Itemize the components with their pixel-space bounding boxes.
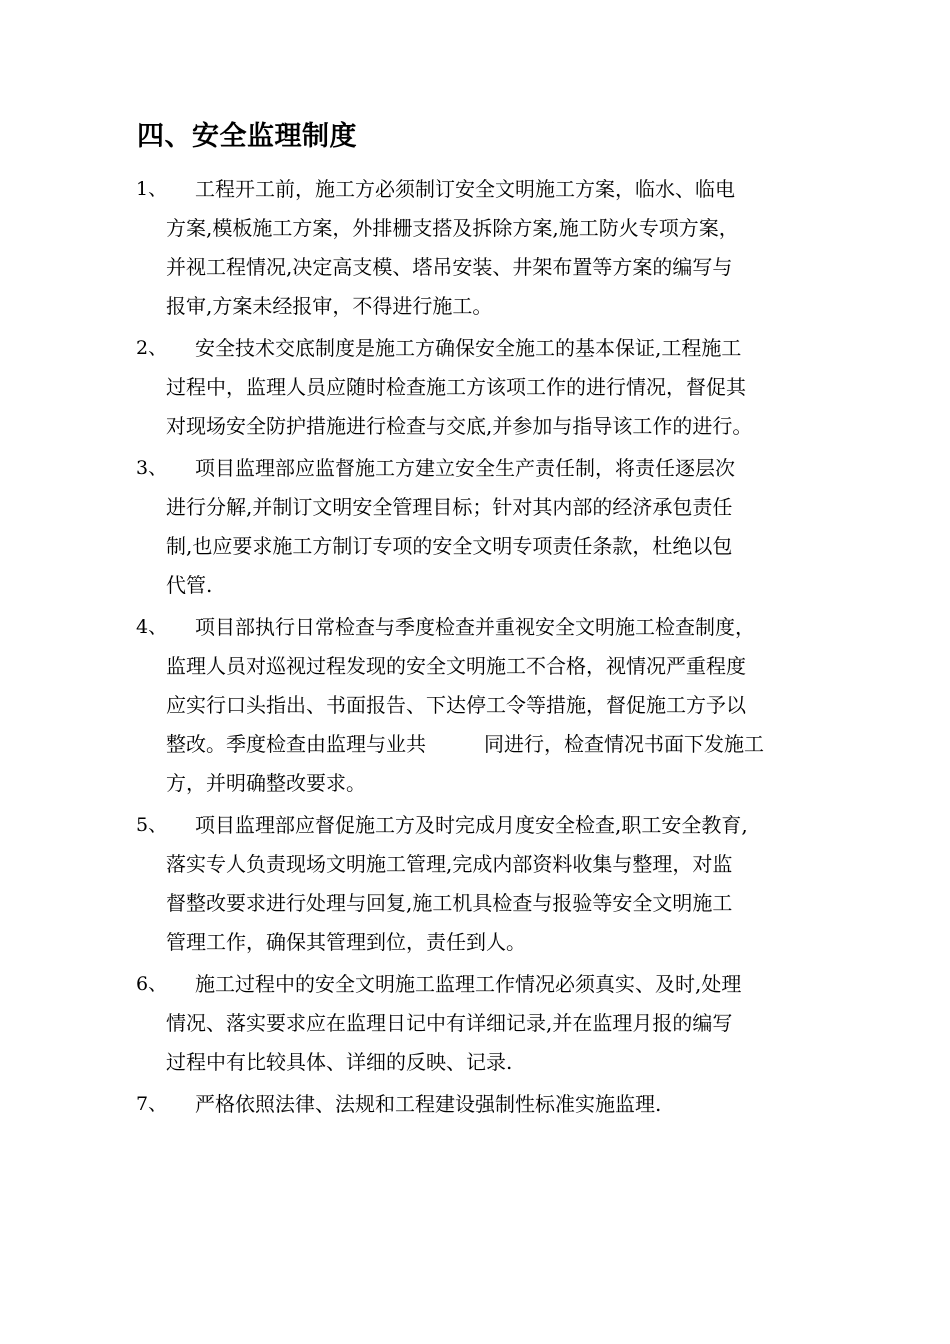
item-text-line: 督整改要求进行处理与回复,施工机具检查与报验等安全文明施工 [166, 891, 733, 915]
item-number: 5、 [136, 814, 168, 836]
item-text-line: 过程中，监理人员应随时检查施工方该项工作的进行情况，督促其 [166, 375, 746, 399]
item-text-line: 代管. [166, 573, 213, 597]
item-text-line: 报审,方案未经报审，不得进行施工。 [166, 294, 493, 318]
list-item [0, 329, 950, 446]
item-number: 7、 [136, 1093, 168, 1115]
item-text-segment: 同进行，检查情况书面下发施工 [484, 732, 764, 756]
item-number: 2、 [136, 337, 168, 359]
item-text-line: 进行分解,并制订文明安全管理目标；针对其内部的经济承包责任 [166, 495, 733, 519]
item-text-line: 监理人员对巡视过程发现的安全文明施工不合格，视情况严重程度 [166, 654, 746, 678]
item-text-line: 项目监理部应监督施工方建立安全生产责任制，将责任逐层次 [195, 456, 735, 480]
item-text-line: 并视工程情况,决定高支模、塔吊安装、井架布置等方案的编写与 [166, 255, 733, 279]
list-item [0, 806, 950, 962]
item-text-line: 管理工作，确保其管理到位，责任到人。 [166, 930, 526, 954]
rules-list [0, 170, 950, 1127]
item-text-line: 应实行口头指出、书面报告、下达停工令等措施，督促施工方予以 [166, 693, 746, 717]
item-text-line: 落实专人负责现场文明施工管理,完成内部资料收集与整理，对监 [166, 852, 733, 876]
item-text-line: 工程开工前，施工方必须制订安全文明施工方案，临水、临电 [195, 177, 735, 201]
list-item [0, 449, 950, 605]
list-item [0, 170, 950, 326]
item-text-line: 严格依照法律、法规和工程建设强制性标准实施监理. [195, 1092, 662, 1116]
item-number: 1、 [136, 178, 168, 200]
item-text-line: 施工过程中的安全文明施工监理工作情况必须真实、及时,处理 [195, 972, 742, 996]
section-heading: 四、安全监理制度 [137, 121, 357, 152]
list-item [0, 1085, 950, 1124]
item-text-line: 项目监理部应督促施工方及时完成月度安全检查,职工安全教育, [195, 813, 748, 837]
item-text-line: 制,也应要求施工方制订专项的安全文明专项责任条款，杜绝以包 [166, 534, 733, 558]
item-number: 6、 [136, 973, 168, 995]
item-text-line [0, 725, 950, 764]
list-item [0, 965, 950, 1082]
item-text-line: 项目部执行日常检查与季度检查并重视安全文明施工检查制度， [195, 615, 755, 639]
item-text-line: 方案,模板施工方案，外排栅支搭及拆除方案,施工防火专项方案， [166, 216, 739, 240]
item-text-line: 对现场安全防护措施进行检查与交底,并参加与指导该工作的进行。 [166, 414, 753, 438]
list-item [0, 608, 950, 803]
item-text-line: 情况、落实要求应在监理日记中有详细记录,并在监理月报的编写 [166, 1011, 733, 1035]
item-text-segment: 整改。季度检查由监理与业共 [166, 732, 426, 756]
item-text-line: 安全技术交底制度是施工方确保安全施工的基本保证,工程施工 [195, 336, 742, 360]
item-number: 4、 [136, 616, 168, 638]
item-text-line: 过程中有比较具体、详细的反映、记录. [166, 1050, 513, 1074]
item-number: 3、 [136, 457, 168, 479]
item-text-line: 方，并明确整改要求。 [166, 771, 366, 795]
